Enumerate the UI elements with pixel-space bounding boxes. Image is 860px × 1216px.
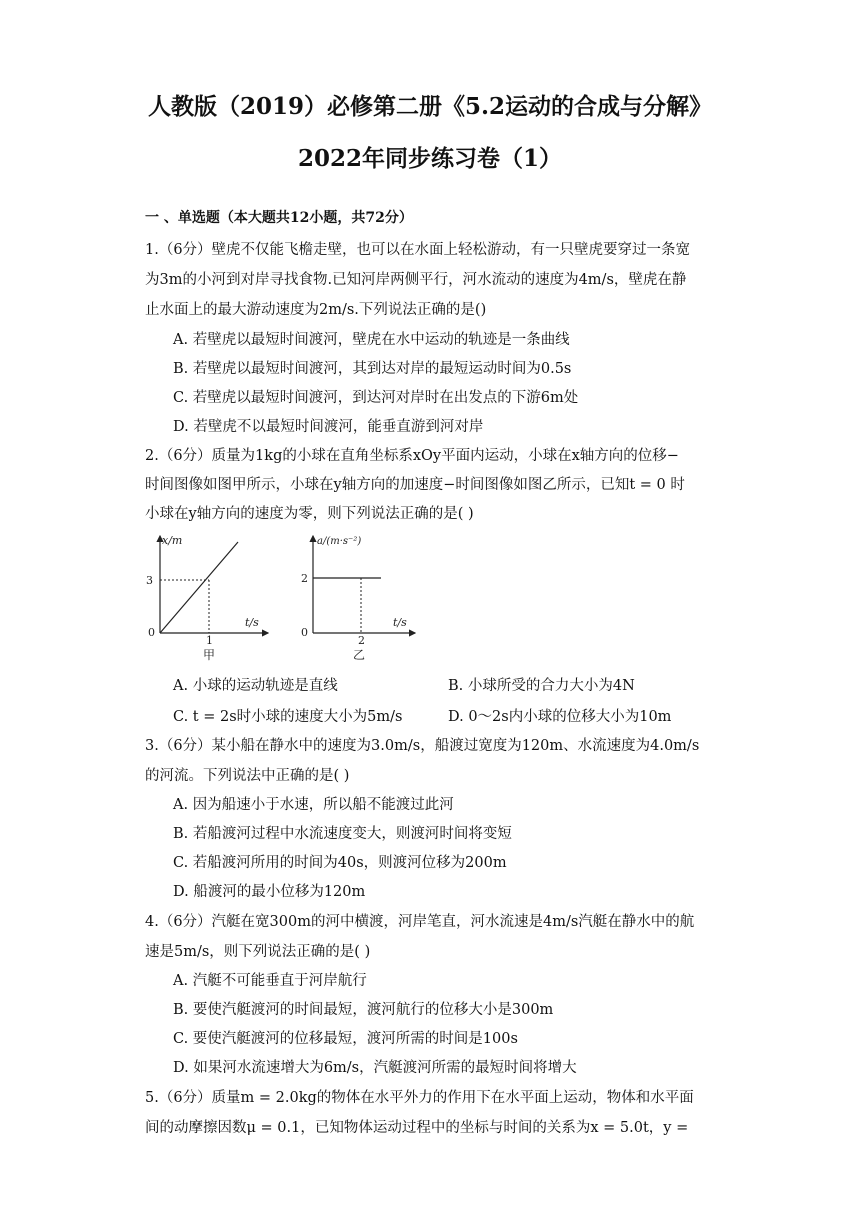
q3-option-c: C. 若船渡河所用的时间为40s，则渡河位移为200m <box>173 855 507 871</box>
q4-option-d: D. 如果河水流速增大为6m/s，汽艇渡河所需的最短时间将增大 <box>173 1060 577 1076</box>
graph-a-origin: 0 <box>148 626 155 639</box>
q1-option-d: D. 若壁虎不以最短时间渡河，能垂直游到河对岸 <box>173 419 484 435</box>
graph-displacement-time <box>140 530 275 665</box>
q4-option-a: A. 汽艇不可能垂直于河岸航行 <box>173 973 367 989</box>
q2-line-3: 小球在y轴方向的速度为零，则下列说法正确的是( ) <box>145 506 474 522</box>
graph-b-x-tick: 2 <box>358 634 365 647</box>
q5-line-2: 间的动摩擦因数μ = 0.1，已知物体运动过程中的坐标与时间的关系为x = 5.0t，y = <box>145 1120 689 1136</box>
graph-b-caption: 乙 <box>353 648 366 662</box>
q3-line-1: 3.（6分）某小船在静水中的速度为3.0m/s，船渡过宽度为120m、水流速度为4.0m/s <box>145 738 700 754</box>
q2-option-a: A. 小球的运动轨迹是直线 <box>173 678 338 694</box>
graph-a-ylabel: x/m <box>162 534 183 547</box>
q4-option-c: C. 要使汽艇渡河的位移最短，渡河所需的时间是100s <box>173 1031 518 1047</box>
q2-option-b: B. 小球所受的合力大小为4N <box>448 678 635 694</box>
q1-line-3: 止水面上的最大游动速度为2m/s.下列说法正确的是() <box>145 302 487 318</box>
q1-option-c: C. 若壁虎以最短时间渡河，到达河对岸时在出发点的下游6m处 <box>173 390 579 406</box>
graph-b-y-tick: 2 <box>301 572 308 585</box>
q3-option-d: D. 船渡河的最小位移为120m <box>173 884 366 900</box>
q2-line-1: 2.（6分）质量为1kg的小球在直角坐标系xOy平面内运动，小球在x轴方向的位移− <box>145 448 679 464</box>
title-line-2: 2022年同步练习卷（1） <box>297 145 563 172</box>
graph-acceleration-time <box>295 530 420 665</box>
q3-option-a: A. 因为船速小于水速，所以船不能渡过此河 <box>173 797 454 813</box>
q2-option-c: C. t = 2s时小球的速度大小为5m/s <box>173 709 403 725</box>
section-heading: 一 、单选题（本大题共12小题，共72分） <box>145 210 413 226</box>
q1-line-1: 1.（6分）壁虎不仅能飞檐走壁，也可以在水面上轻松游动，有一只壁虎要穿过一条宽 <box>145 242 691 258</box>
q5-line-1: 5.（6分）质量m = 2.0kg的物体在水平外力的作用下在水平面上运动，物体和水平面 <box>145 1090 694 1106</box>
graph-a-xlabel: t/s <box>245 616 259 629</box>
q4-line-1: 4.（6分）汽艇在宽300m的河中横渡，河岸笔直，河水流速是4m/s汽艇在静水中的航 <box>145 914 695 930</box>
q3-line-2: 的河流。下列说法中正确的是( ) <box>145 768 350 784</box>
q4-option-b: B. 要使汽艇渡河的时间最短，渡河航行的位移大小是300m <box>173 1002 554 1018</box>
q1-option-a: A. 若壁虎以最短时间渡河，壁虎在水中运动的轨迹是一条曲线 <box>173 332 570 348</box>
graph-b-ylabel: a/(m·s⁻²) <box>317 536 362 547</box>
graph-b-xlabel: t/s <box>393 616 407 629</box>
q2-option-d: D. 0～2s内小球的位移大小为10m <box>448 709 672 725</box>
title-line-1: 人教版（2019）必修第二册《5.2运动的合成与分解》 <box>147 93 713 120</box>
q2-line-2: 时间图像如图甲所示，小球在y轴方向的加速度−时间图像如图乙所示，已知t = 0 时 <box>145 477 685 493</box>
graph-a-line <box>160 542 238 633</box>
q1-line-2: 为3m的小河到对岸寻找食物.已知河岸两侧平行，河水流动的速度为4m/s，壁虎在静 <box>145 272 687 288</box>
q4-line-2: 速是5m/s，则下列说法正确的是( ) <box>145 944 371 960</box>
q1-option-b: B. 若壁虎以最短时间渡河，其到达对岸的最短运动时间为0.5s <box>173 361 572 377</box>
graph-b-origin: 0 <box>301 626 308 639</box>
graph-a-caption: 甲 <box>203 648 216 662</box>
graph-a-x-tick: 1 <box>206 634 213 647</box>
q3-option-b: B. 若船渡河过程中水流速度变大，则渡河时间将变短 <box>173 826 512 842</box>
graph-a-y-tick: 3 <box>146 574 153 587</box>
